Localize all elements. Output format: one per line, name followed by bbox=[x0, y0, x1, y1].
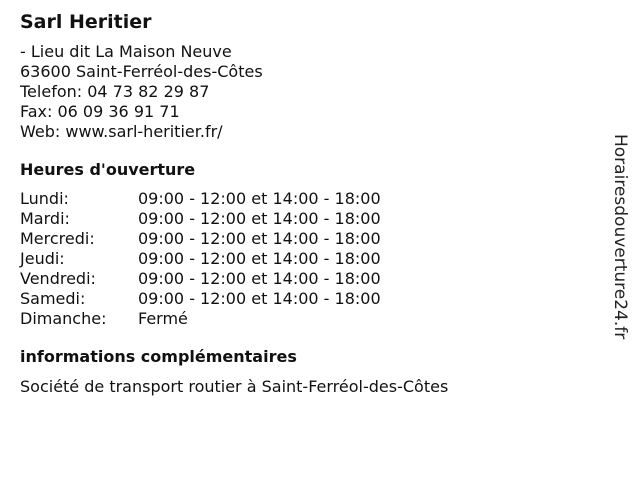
time-value: 09:00 - 12:00 et 14:00 - 18:00 bbox=[138, 189, 381, 208]
site-watermark: Horairesdouverture24.fr bbox=[610, 134, 630, 340]
hours-row-tuesday bbox=[20, 209, 600, 229]
hours-row-friday bbox=[20, 269, 600, 289]
address-line-2: 63600 Saint-Ferréol-des-Côtes bbox=[20, 62, 263, 81]
time-value: 09:00 - 12:00 et 14:00 - 18:00 bbox=[138, 269, 381, 288]
time-value: 09:00 - 12:00 et 14:00 - 18:00 bbox=[138, 249, 381, 268]
day-label: Vendredi: bbox=[20, 269, 96, 288]
website-line: Web: www.sarl-heritier.fr/ bbox=[20, 122, 223, 141]
business-name: Sarl Heritier bbox=[20, 11, 152, 33]
additional-info-title: informations complémentaires bbox=[20, 347, 297, 366]
day-label: Jeudi: bbox=[20, 249, 65, 268]
opening-hours-title: Heures d'ouverture bbox=[20, 160, 196, 179]
time-value: 09:00 - 12:00 et 14:00 - 18:00 bbox=[138, 229, 381, 248]
hours-row-monday bbox=[20, 189, 600, 209]
time-value: 09:00 - 12:00 et 14:00 - 18:00 bbox=[138, 289, 381, 308]
hours-row-thursday bbox=[20, 249, 600, 269]
day-label: Mardi: bbox=[20, 209, 70, 228]
day-label: Samedi: bbox=[20, 289, 86, 308]
day-label: Mercredi: bbox=[20, 229, 95, 248]
hours-row-saturday bbox=[20, 289, 600, 309]
hours-row-wednesday bbox=[20, 229, 600, 249]
day-label: Dimanche: bbox=[20, 309, 107, 328]
business-description: Société de transport routier à Saint-Ferréol-des-Côtes bbox=[20, 377, 449, 396]
hours-row-sunday bbox=[20, 309, 600, 329]
day-label: Lundi: bbox=[20, 189, 69, 208]
opening-hours-list bbox=[20, 189, 600, 329]
business-card bbox=[20, 10, 600, 397]
phone-line: Telefon: 04 73 82 29 87 bbox=[20, 82, 210, 101]
time-value: Fermé bbox=[138, 309, 188, 328]
fax-line: Fax: 06 09 36 91 71 bbox=[20, 102, 180, 121]
time-value: 09:00 - 12:00 et 14:00 - 18:00 bbox=[138, 209, 381, 228]
address-line-1: - Lieu dit La Maison Neuve bbox=[20, 42, 232, 61]
